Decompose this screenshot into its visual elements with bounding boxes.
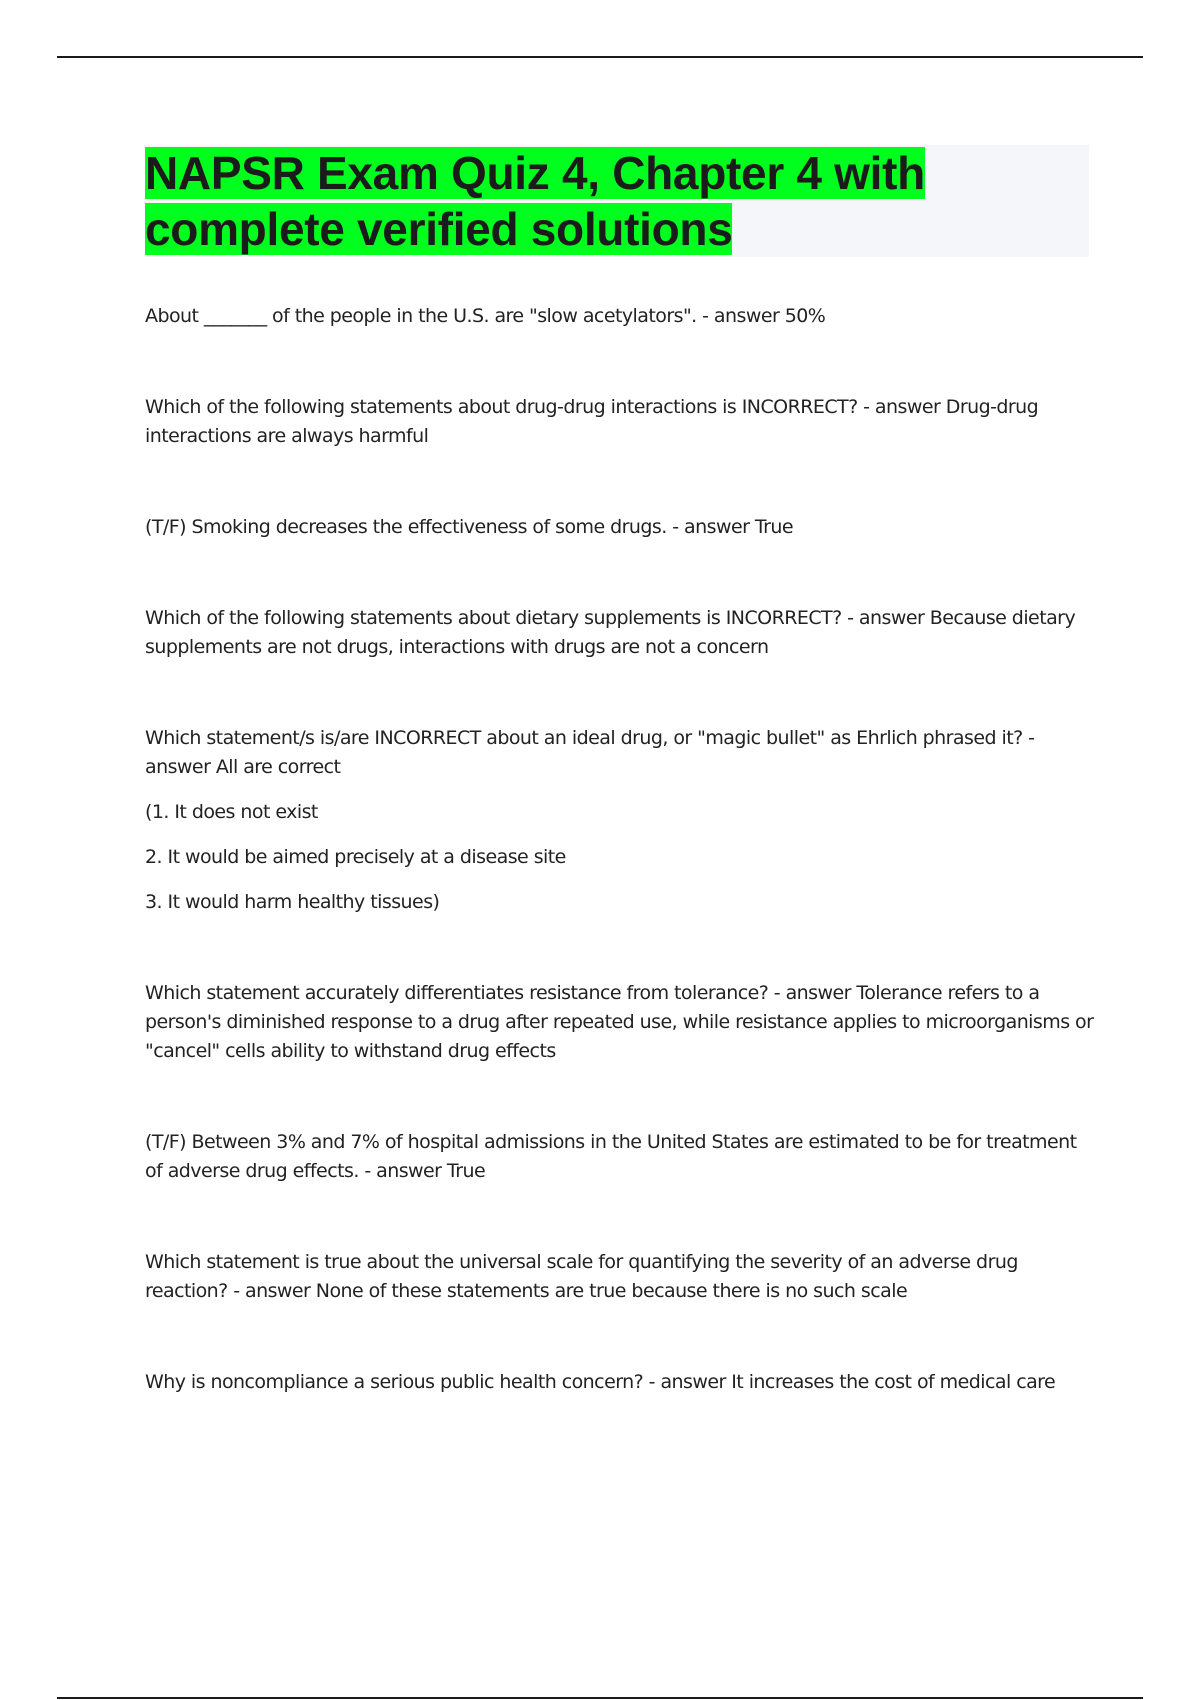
qa-item-8: Which statement is true about the universal scale for quantifying the severity of an adverse drug reaction? - answer None of these statements are true because there is no such scale	[145, 1251, 1018, 1302]
qa-item-5-option-3: 3. It would harm healthy tissues)	[145, 891, 440, 913]
bottom-rule	[57, 1697, 1143, 1699]
qa-item-1: About _______ of the people in the U.S. are "slow acetylators". - answer 50%	[145, 305, 826, 327]
title-block	[145, 145, 1089, 257]
qa-item-2: Which of the following statements about drug-drug interactions is INCORRECT? - answer Drug-drug interactions are always harmful	[145, 396, 1039, 447]
qa-item-6: Which statement accurately differentiates resistance from tolerance? - answer Tolerance refers to a person's diminished response to a drug after repeated use, while resistance applies to microorganisms or "cancel" cells ability to withstand drug effects	[145, 982, 1094, 1062]
qa-item-5-option-2: 2. It would be aimed precisely at a disease site	[145, 846, 566, 868]
qa-item-4: Which of the following statements about dietary supplements is INCORRECT? - answer Because dietary supplements are not drugs, interactions with drugs are not a concern	[145, 607, 1076, 658]
qa-item-5: Which statement/s is/are INCORRECT about an ideal drug, or "magic bullet" as Ehrlich phrased it? - answer All are correct	[145, 727, 1035, 778]
qa-item-5-option-1: (1. It does not exist	[145, 801, 318, 823]
qa-item-7: (T/F) Between 3% and 7% of hospital admissions in the United States are estimated to be for treatment of adverse drug effects. - answer True	[145, 1131, 1077, 1182]
qa-list	[145, 302, 1095, 1397]
document-title	[145, 145, 1089, 257]
qa-item-9: Why is noncompliance a serious public health concern? - answer It increases the cost of medical care	[145, 1371, 1056, 1393]
qa-item-3: (T/F) Smoking decreases the effectiveness of some drugs. - answer True	[145, 516, 794, 538]
title-highlight: NAPSR Exam Quiz 4, Chapter 4 with complete verified solutions	[145, 147, 925, 255]
top-rule	[57, 56, 1143, 58]
